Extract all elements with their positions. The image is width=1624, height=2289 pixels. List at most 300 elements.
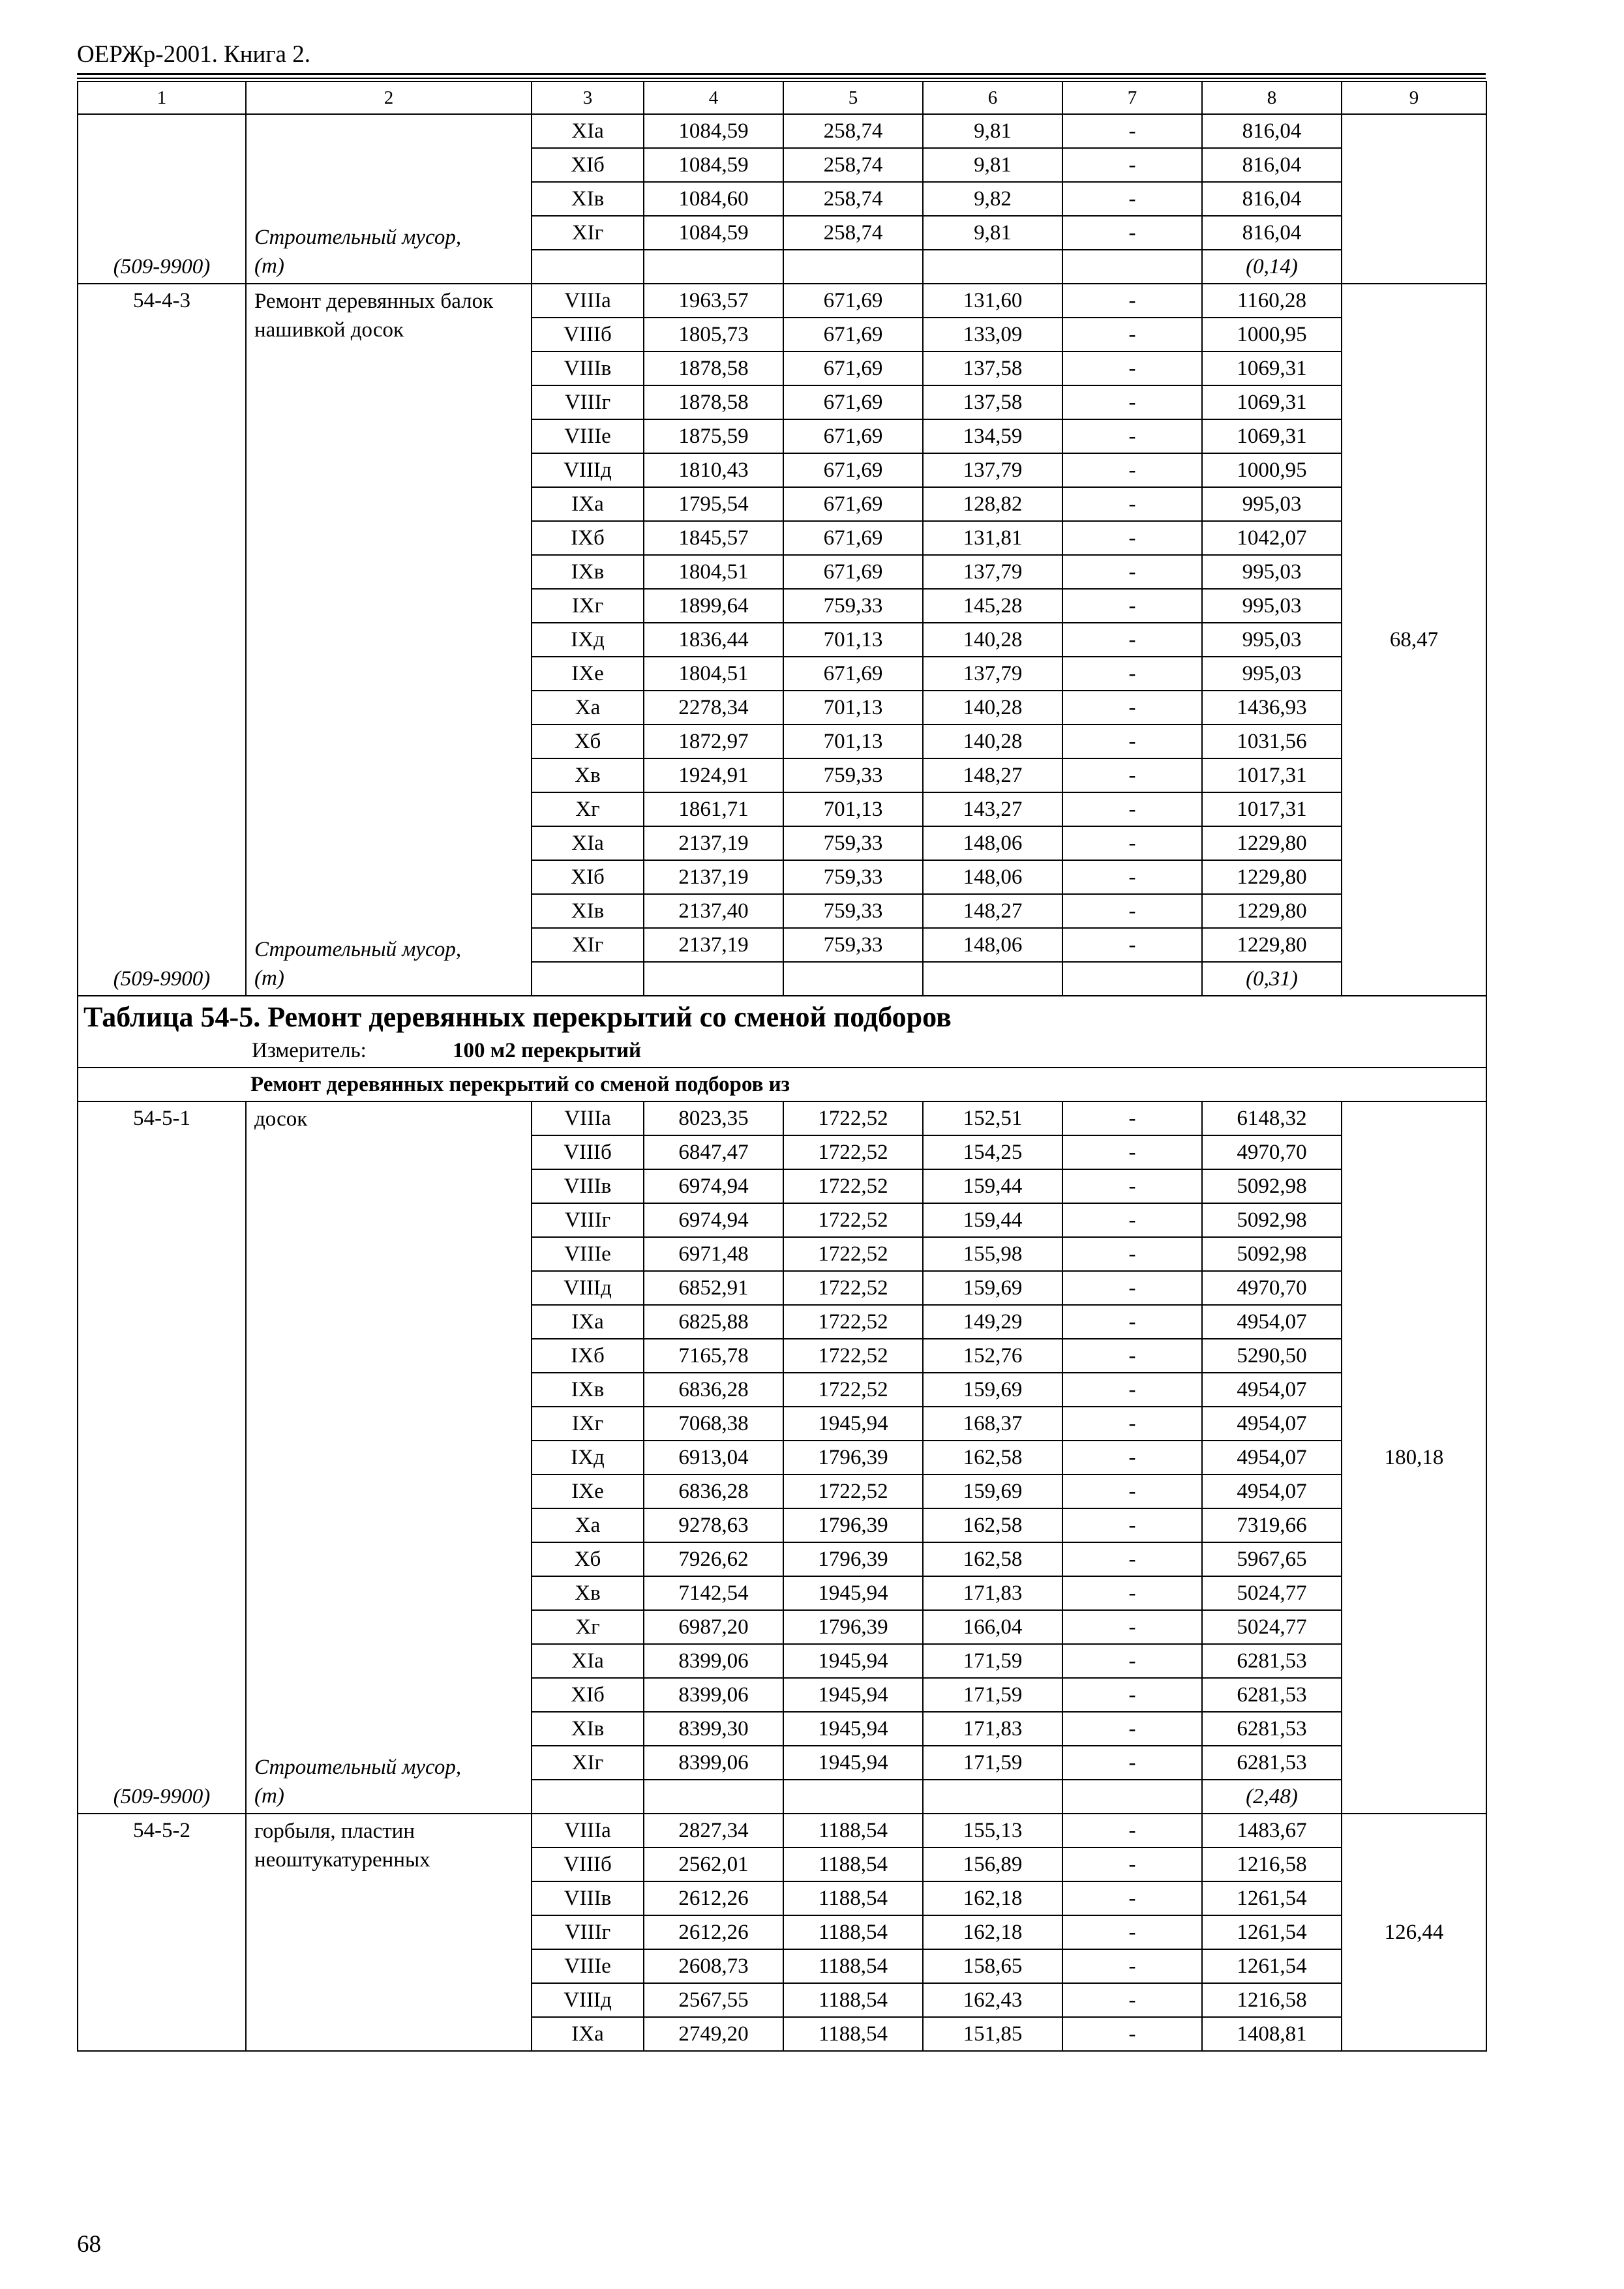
machinery-cell: 171,59 [923,1746,1062,1780]
zone-cell: IXе [532,657,644,691]
zone-cell: XIа [532,1644,644,1678]
total-cost-cell: 2612,26 [644,1915,783,1949]
materials-cell: 1261,54 [1202,1915,1342,1949]
wages-cell: 1188,54 [783,2017,923,2051]
drivers-wages-cell: - [1062,1271,1202,1305]
table-row [78,114,1486,148]
wages-cell: 258,74 [783,182,923,216]
wages-cell: 759,33 [783,826,923,860]
drivers-wages-cell: - [1062,318,1202,352]
materials-cell: 816,04 [1202,148,1342,182]
empty-cell [783,250,923,284]
wages-cell: 1945,94 [783,1644,923,1678]
debris-value-cell: (0,31) [1202,962,1342,996]
total-cost-cell: 2137,19 [644,928,783,962]
materials-cell: 5092,98 [1202,1169,1342,1203]
drivers-wages-cell: - [1062,1407,1202,1441]
machinery-cell: 162,18 [923,1915,1062,1949]
rate-code-bottom-line: (509-9900) [113,255,211,278]
materials-cell: 5024,77 [1202,1576,1342,1610]
materials-cell: 4954,07 [1202,1474,1342,1508]
work-description [250,1102,527,1813]
total-cost-cell: 1836,44 [644,623,783,657]
materials-cell: 6148,32 [1202,1101,1342,1135]
drivers-wages-cell: - [1062,1203,1202,1237]
total-cost-cell: 2567,55 [644,1983,783,2017]
materials-cell: 1229,80 [1202,928,1342,962]
wages-cell: 1796,39 [783,1508,923,1542]
drivers-wages-cell: - [1062,2017,1202,2051]
machinery-cell: 131,81 [923,521,1062,555]
total-cost-cell: 2137,19 [644,826,783,860]
drivers-wages-cell: - [1062,419,1202,453]
materials-cell: 4954,07 [1202,1407,1342,1441]
page-header-title: ОЕРЖр-2001. Книга 2. [77,41,310,68]
materials-cell: 1069,31 [1202,385,1342,419]
machinery-cell: 171,59 [923,1644,1062,1678]
materials-cell: 816,04 [1202,182,1342,216]
materials-cell: 995,03 [1202,657,1342,691]
wages-cell: 759,33 [783,589,923,623]
drivers-wages-cell: - [1062,1237,1202,1271]
wages-cell: 1945,94 [783,1712,923,1746]
drivers-wages-cell: - [1062,1881,1202,1915]
wages-cell: 671,69 [783,487,923,521]
total-cost-cell: 1084,59 [644,114,783,148]
machinery-cell: 151,85 [923,2017,1062,2051]
empty-cell [1062,1780,1202,1814]
materials-cell: 1042,07 [1202,521,1342,555]
empty-cell [1062,962,1202,996]
page-number: 68 [77,2231,101,2258]
column-numbers-row [78,82,1486,114]
machinery-cell: 137,79 [923,657,1062,691]
materials-cell: 995,03 [1202,589,1342,623]
materials-cell: 995,03 [1202,487,1342,521]
total-cost-cell: 2749,20 [644,2017,783,2051]
zone-cell: XIа [532,826,644,860]
wages-cell: 258,74 [783,148,923,182]
drivers-wages-cell: - [1062,1373,1202,1407]
rate-code [82,115,241,283]
labor-cost-cell: 68,47 [1342,284,1486,996]
zone-cell: XIв [532,1712,644,1746]
debris-label-line: (т) [254,1784,284,1808]
machinery-cell: 134,59 [923,419,1062,453]
drivers-wages-cell: - [1062,1949,1202,1983]
wages-cell: 1945,94 [783,1407,923,1441]
total-cost-cell: 1845,57 [644,521,783,555]
drivers-wages-cell: - [1062,148,1202,182]
zone-cell: VIIIг [532,1203,644,1237]
debris-value-cell: (0,14) [1202,250,1342,284]
wages-cell: 1188,54 [783,1949,923,1983]
total-cost-cell: 1878,58 [644,352,783,385]
zone-cell: VIIIв [532,1169,644,1203]
labor-cost-cell [1342,114,1486,284]
wages-cell: 1722,52 [783,1474,923,1508]
materials-cell: 1069,31 [1202,419,1342,453]
description-line: досок [254,1107,308,1131]
machinery-cell: 140,28 [923,623,1062,657]
materials-cell: 4970,70 [1202,1271,1342,1305]
wages-cell: 701,13 [783,792,923,826]
wages-cell: 671,69 [783,284,923,318]
machinery-cell: 159,69 [923,1271,1062,1305]
zone-cell: Xа [532,691,644,725]
materials-cell: 4954,07 [1202,1373,1342,1407]
wages-cell: 671,69 [783,555,923,589]
drivers-wages-cell: - [1062,1542,1202,1576]
debris-label-line: (т) [254,254,284,278]
meter-row [83,1037,1481,1064]
zone-cell: Xб [532,1542,644,1576]
total-cost-cell: 6913,04 [644,1441,783,1474]
zone-cell: XIг [532,216,644,250]
machinery-cell: 171,59 [923,1678,1062,1712]
machinery-cell: 166,04 [923,1610,1062,1644]
total-cost-cell: 8023,35 [644,1101,783,1135]
zone-cell: VIIIб [532,1135,644,1169]
wages-cell: 1188,54 [783,1881,923,1915]
empty-cell [644,250,783,284]
rate-code [82,1814,241,2050]
machinery-cell: 168,37 [923,1407,1062,1441]
drivers-wages-cell: - [1062,1610,1202,1644]
machinery-cell: 131,60 [923,284,1062,318]
wages-cell: 701,13 [783,691,923,725]
materials-cell: 6281,53 [1202,1712,1342,1746]
section-title-row [78,1068,1486,1101]
drivers-wages-cell: - [1062,1135,1202,1169]
materials-cell: 995,03 [1202,555,1342,589]
zone-cell: IXа [532,1305,644,1339]
total-cost-cell: 6836,28 [644,1373,783,1407]
total-cost-cell: 1875,59 [644,419,783,453]
zone-cell: IXа [532,2017,644,2051]
machinery-cell: 149,29 [923,1305,1062,1339]
drivers-wages-cell: - [1062,453,1202,487]
total-cost-cell: 1795,54 [644,487,783,521]
drivers-wages-cell: - [1062,216,1202,250]
total-cost-cell: 2612,26 [644,1881,783,1915]
labor-cost-cell: 126,44 [1342,1814,1486,2051]
rate-code-cell [78,1814,246,2051]
total-cost-cell: 7926,62 [644,1542,783,1576]
drivers-wages-cell: - [1062,1474,1202,1508]
rate-code-top: 54-5-1 [133,1107,190,1130]
machinery-cell: 152,76 [923,1339,1062,1373]
drivers-wages-cell: - [1062,182,1202,216]
wages-cell: 1722,52 [783,1339,923,1373]
debris-value-cell: (2,48) [1202,1780,1342,1814]
zone-cell: VIIIе [532,1237,644,1271]
machinery-cell: 162,18 [923,1881,1062,1915]
zone-cell [532,962,644,996]
empty-cell [783,1780,923,1814]
rate-code-bottom-line: (509-9900) [113,967,211,991]
machinery-cell: 158,65 [923,1949,1062,1983]
drivers-wages-cell: - [1062,725,1202,758]
machinery-cell: 9,82 [923,182,1062,216]
wages-cell: 759,33 [783,928,923,962]
work-description-cell [246,1814,532,2051]
machinery-cell: 152,51 [923,1101,1062,1135]
materials-cell: 7319,66 [1202,1508,1342,1542]
machinery-cell: 9,81 [923,114,1062,148]
total-cost-cell: 9278,63 [644,1508,783,1542]
materials-cell: 1229,80 [1202,894,1342,928]
zone-cell: IXе [532,1474,644,1508]
materials-cell: 5092,98 [1202,1203,1342,1237]
total-cost-cell: 1805,73 [644,318,783,352]
zone-cell: IXб [532,521,644,555]
machinery-cell: 128,82 [923,487,1062,521]
zone-cell: IXв [532,1373,644,1407]
total-cost-cell: 1861,71 [644,792,783,826]
materials-cell: 5967,65 [1202,1542,1342,1576]
drivers-wages-cell: - [1062,589,1202,623]
machinery-cell: 159,44 [923,1203,1062,1237]
zone-cell: XIб [532,1678,644,1712]
wages-cell: 701,13 [783,623,923,657]
column-number: 7 [1062,82,1202,114]
zone-cell: Xв [532,758,644,792]
work-description [250,284,527,995]
drivers-wages-cell: - [1062,487,1202,521]
machinery-cell: 140,28 [923,691,1062,725]
zone-cell: XIб [532,860,644,894]
drivers-wages-cell: - [1062,1305,1202,1339]
work-description [250,1814,527,2050]
wages-cell: 1188,54 [783,1848,923,1881]
machinery-cell: 145,28 [923,589,1062,623]
materials-cell: 1017,31 [1202,792,1342,826]
machinery-cell: 9,81 [923,216,1062,250]
wages-cell: 1945,94 [783,1678,923,1712]
drivers-wages-cell: - [1062,1169,1202,1203]
zone-cell: VIIIб [532,318,644,352]
drivers-wages-cell: - [1062,826,1202,860]
wages-cell: 1722,52 [783,1373,923,1407]
materials-cell: 5092,98 [1202,1237,1342,1271]
materials-cell: 1069,31 [1202,352,1342,385]
empty-cell [783,962,923,996]
rate-code-top: 54-5-2 [133,1819,190,1842]
header-rule [77,73,1486,75]
zone-cell: VIIIе [532,419,644,453]
wages-cell: 1722,52 [783,1203,923,1237]
total-cost-cell: 1899,64 [644,589,783,623]
wages-cell: 258,74 [783,216,923,250]
total-cost-cell: 1878,58 [644,385,783,419]
machinery-cell: 162,58 [923,1441,1062,1474]
materials-cell: 1261,54 [1202,1949,1342,1983]
table-row [78,1814,1486,1848]
drivers-wages-cell: - [1062,1339,1202,1373]
drivers-wages-cell: - [1062,1101,1202,1135]
rate-code-bottom-line: (509-9900) [113,1785,211,1808]
materials-cell: 4954,07 [1202,1305,1342,1339]
drivers-wages-cell: - [1062,758,1202,792]
drivers-wages-cell: - [1062,284,1202,318]
zone-cell: VIIIб [532,1848,644,1881]
total-cost-cell: 2608,73 [644,1949,783,1983]
machinery-cell: 148,27 [923,758,1062,792]
table-row [78,1101,1486,1135]
debris-label [250,223,527,283]
materials-cell: 1017,31 [1202,758,1342,792]
drivers-wages-cell: - [1062,1712,1202,1746]
empty-cell [923,250,1062,284]
wages-cell: 1796,39 [783,1542,923,1576]
machinery-cell: 162,58 [923,1508,1062,1542]
wages-cell: 671,69 [783,385,923,419]
total-cost-cell: 2827,34 [644,1814,783,1848]
drivers-wages-cell: - [1062,385,1202,419]
column-number: 9 [1342,82,1486,114]
work-description-cell [246,1101,532,1814]
materials-cell: 1160,28 [1202,284,1342,318]
debris-label [250,935,527,995]
wages-cell: 671,69 [783,419,923,453]
zone-cell: XIв [532,894,644,928]
machinery-cell: 133,09 [923,318,1062,352]
total-cost-cell: 2562,01 [644,1848,783,1881]
description-line: нашивкой досок [254,318,404,342]
description-line: горбыля, пластин [254,1819,415,1843]
total-cost-cell: 2137,19 [644,860,783,894]
rate-code [82,284,241,995]
total-cost-cell: 6987,20 [644,1610,783,1644]
materials-cell: 1216,58 [1202,1983,1342,2017]
total-cost-cell: 6825,88 [644,1305,783,1339]
materials-cell: 816,04 [1202,114,1342,148]
work-description-text [250,1814,527,1874]
zone-cell: Xг [532,792,644,826]
wages-cell: 1188,54 [783,1915,923,1949]
materials-cell: 1000,95 [1202,318,1342,352]
zone-cell: XIа [532,114,644,148]
drivers-wages-cell: - [1062,1983,1202,2017]
drivers-wages-cell: - [1062,657,1202,691]
machinery-cell: 148,06 [923,860,1062,894]
wages-cell: 1945,94 [783,1576,923,1610]
machinery-cell: 9,81 [923,148,1062,182]
total-cost-cell: 1084,59 [644,148,783,182]
empty-cell [923,962,1062,996]
zone-cell: IXг [532,1407,644,1441]
total-cost-cell: 1872,97 [644,725,783,758]
debris-label [250,2048,527,2050]
materials-cell: 1229,80 [1202,860,1342,894]
column-number: 3 [532,82,644,114]
drivers-wages-cell: - [1062,521,1202,555]
empty-cell [1062,250,1202,284]
table-caption [78,996,1486,1068]
zone-cell: XIв [532,182,644,216]
total-cost-cell: 6836,28 [644,1474,783,1508]
drivers-wages-cell: - [1062,792,1202,826]
materials-cell: 5024,77 [1202,1610,1342,1644]
materials-cell: 6281,53 [1202,1746,1342,1780]
machinery-cell: 162,58 [923,1542,1062,1576]
total-cost-cell: 1924,91 [644,758,783,792]
rate-code-cell [78,284,246,996]
total-cost-cell: 2137,40 [644,894,783,928]
zone-cell: IXв [532,555,644,589]
total-cost-cell: 7068,38 [644,1407,783,1441]
total-cost-cell: 1963,57 [644,284,783,318]
wages-cell: 671,69 [783,352,923,385]
column-number: 8 [1202,82,1342,114]
drivers-wages-cell: - [1062,1508,1202,1542]
zone-cell: IXа [532,487,644,521]
wages-cell: 1722,52 [783,1271,923,1305]
zone-cell: VIIIе [532,1949,644,1983]
zone-cell: VIIIд [532,1983,644,2017]
machinery-cell: 155,98 [923,1237,1062,1271]
materials-cell: 1436,93 [1202,691,1342,725]
machinery-cell: 159,69 [923,1373,1062,1407]
machinery-cell: 154,25 [923,1135,1062,1169]
labor-cost-cell: 180,18 [1342,1101,1486,1814]
total-cost-cell: 6847,47 [644,1135,783,1169]
wages-cell: 671,69 [783,453,923,487]
zone-cell: Xг [532,1610,644,1644]
work-description-cell [246,284,532,996]
machinery-cell: 159,44 [923,1169,1062,1203]
materials-cell: 1483,67 [1202,1814,1342,1848]
machinery-cell: 143,27 [923,792,1062,826]
drivers-wages-cell: - [1062,1441,1202,1474]
drivers-wages-cell: - [1062,623,1202,657]
total-cost-cell: 6974,94 [644,1203,783,1237]
wages-cell: 258,74 [783,114,923,148]
zone-cell: XIг [532,1746,644,1780]
work-description [250,115,527,283]
section-title: Ремонт деревянных перекрытий со сменой подборов из [78,1068,1486,1101]
wages-cell: 759,33 [783,860,923,894]
materials-cell: 4970,70 [1202,1135,1342,1169]
total-cost-cell: 8399,30 [644,1712,783,1746]
table-row [78,284,1486,318]
wages-cell: 701,13 [783,725,923,758]
materials-cell: 1229,80 [1202,826,1342,860]
drivers-wages-cell: - [1062,860,1202,894]
debris-label [250,1753,527,1813]
machinery-cell: 148,06 [923,928,1062,962]
materials-cell: 6281,53 [1202,1644,1342,1678]
total-cost-cell: 2278,34 [644,691,783,725]
meter-label: Измеритель: [252,1039,367,1062]
column-number: 5 [783,82,923,114]
total-cost-cell: 8399,06 [644,1678,783,1712]
column-number: 6 [923,82,1062,114]
zone-cell [532,1780,644,1814]
column-number: 1 [78,82,246,114]
wages-cell: 671,69 [783,521,923,555]
zone-cell: VIIIв [532,1881,644,1915]
wages-cell: 1945,94 [783,1746,923,1780]
zone-cell: IXд [532,1441,644,1474]
total-cost-cell: 6852,91 [644,1271,783,1305]
drivers-wages-cell: - [1062,1644,1202,1678]
materials-cell: 4954,07 [1202,1441,1342,1474]
wages-cell: 1722,52 [783,1101,923,1135]
work-description-text [250,1102,527,1133]
machinery-cell: 159,69 [923,1474,1062,1508]
